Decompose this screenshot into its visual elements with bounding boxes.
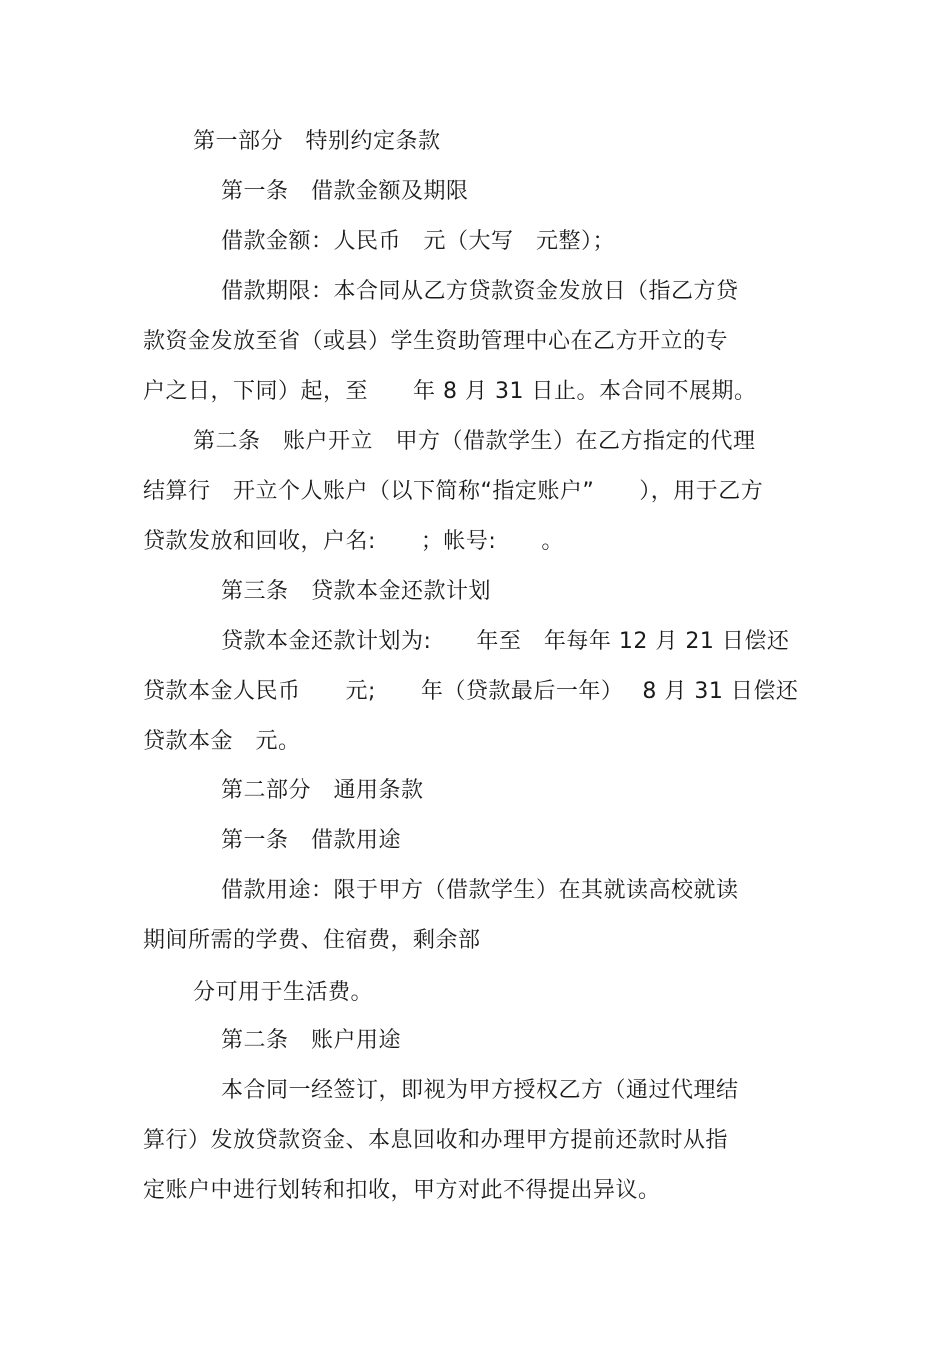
article-heading: 第二条 账户用途 — [221, 1028, 402, 1053]
paragraph-line: 定账户中进行划转和扣收，甲方对此不得提出异议。 — [143, 1178, 661, 1203]
paragraph-line: 款资金发放至省（或县）学生资助管理中心在乙方开立的专 — [143, 329, 729, 354]
paragraph-line: 结算行 开立个人账户（以下简称“指定账户” ），用于乙方 — [143, 479, 764, 504]
paragraph-line: 借款金额：人民币 元（大写 元整）； — [221, 229, 616, 254]
paragraph-line: 算行）发放贷款资金、本息回收和办理甲方提前还款时从指 — [143, 1128, 729, 1153]
paragraph-line: 借款用途：限于甲方（借款学生）在其就读高校就读 — [221, 878, 739, 903]
paragraph-line: 贷款本金还款计划为: 年至 年每年 12 月 21 日偿还 — [221, 629, 790, 654]
paragraph-line: 分可用于生活费。 — [193, 980, 374, 1005]
paragraph-line: 本合同一经签订，即视为甲方授权乙方（通过代理结 — [221, 1078, 739, 1103]
paragraph-line: 第二条 账户开立 甲方（借款学生）在乙方指定的代理 — [193, 429, 756, 454]
paragraph-line: 借款期限：本合同从乙方贷款资金发放日（指乙方贷 — [221, 279, 739, 304]
paragraph-line: 期间所需的学费、住宿费，剩余部 — [143, 928, 481, 953]
part-one-heading: 第一部分 特别约定条款 — [193, 129, 441, 154]
paragraph-line: 贷款发放和回收，户名: ；帐号: 。 — [143, 529, 564, 554]
paragraph-line: 贷款本金人民币 元; 年（贷款最后一年） 8 月 31 日偿还 — [143, 679, 799, 704]
part-two-heading: 第二部分 通用条款 — [221, 778, 424, 803]
article-heading: 第一条 借款金额及期限 — [221, 179, 469, 204]
article-heading: 第三条 贷款本金还款计划 — [221, 579, 492, 604]
paragraph-line: 户之日，下同）起，至 年 8 月 31 日止。本合同不展期。 — [143, 379, 757, 404]
paragraph-line: 贷款本金 元。 — [143, 729, 301, 754]
article-heading: 第一条 借款用途 — [221, 828, 402, 853]
